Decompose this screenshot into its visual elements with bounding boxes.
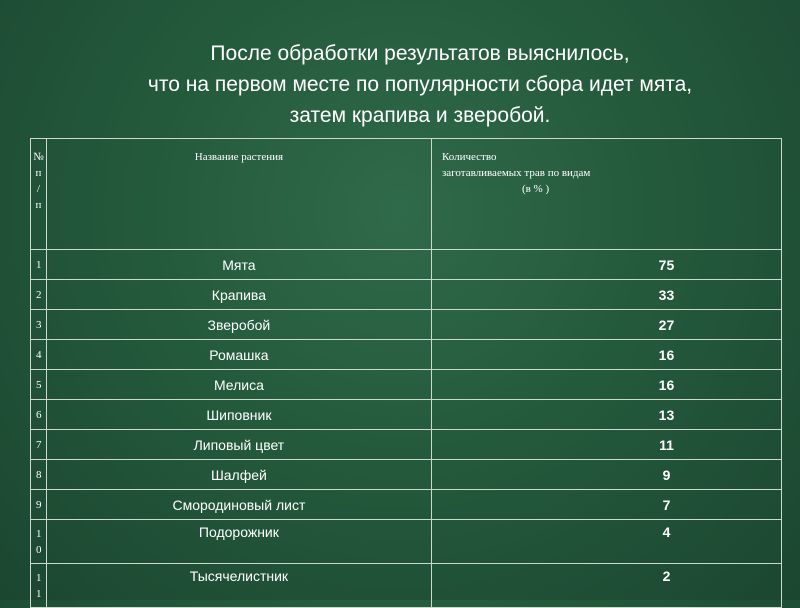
header-quantity-line: заготавливаемых трав по видам bbox=[441, 167, 591, 179]
row-number bbox=[31, 520, 47, 564]
row-number: 3 bbox=[31, 310, 47, 340]
plant-quantity: 11 bbox=[431, 430, 781, 460]
title-line-1: После обработки результатов выяснилось, bbox=[210, 42, 630, 65]
plant-quantity: 4 bbox=[431, 520, 781, 564]
row-number-digit: 1 bbox=[36, 571, 42, 584]
header-number-part: п bbox=[35, 199, 42, 211]
plant-quantity: 7 bbox=[431, 490, 781, 520]
plant-quantity: 13 bbox=[431, 400, 781, 430]
plant-name: Смородиновый лист bbox=[46, 490, 431, 520]
row-number bbox=[31, 564, 47, 608]
row-number: 9 bbox=[31, 490, 47, 520]
row-number: 6 bbox=[31, 400, 47, 430]
table-row bbox=[31, 250, 782, 280]
plant-quantity: 2 bbox=[431, 564, 781, 608]
plant-name: Зверобой bbox=[46, 310, 431, 340]
plant-name: Шалфей bbox=[46, 460, 431, 490]
header-number bbox=[31, 139, 47, 250]
header-number-part: / bbox=[36, 183, 40, 195]
plant-name: Крапива bbox=[46, 280, 431, 310]
table-row bbox=[31, 430, 782, 460]
header-quantity bbox=[431, 139, 781, 250]
title-line-2: что на первом месте по популярности сбора идет мята, bbox=[147, 73, 693, 96]
header-number-part: п bbox=[35, 167, 42, 179]
row-number: 1 bbox=[31, 250, 47, 280]
table-row bbox=[31, 460, 782, 490]
plant-name: Тысячелистник bbox=[46, 564, 431, 608]
plant-quantity: 9 bbox=[431, 460, 781, 490]
plant-name: Подорожник bbox=[46, 520, 431, 564]
plant-quantity: 27 bbox=[431, 310, 781, 340]
plant-name: Шиповник bbox=[46, 400, 431, 430]
header-plant-name: Название растения bbox=[46, 139, 431, 250]
table-row bbox=[31, 490, 782, 520]
slide-title bbox=[60, 38, 780, 131]
table-header-row bbox=[31, 139, 782, 250]
plant-quantity: 33 bbox=[431, 280, 781, 310]
row-number: 2 bbox=[31, 280, 47, 310]
table-row bbox=[31, 370, 782, 400]
plant-quantity: 16 bbox=[431, 340, 781, 370]
row-number: 4 bbox=[31, 340, 47, 370]
plant-name: Мята bbox=[46, 250, 431, 280]
header-quantity-line: Количество bbox=[441, 151, 497, 163]
plant-name: Ромашка bbox=[46, 340, 431, 370]
row-number: 7 bbox=[31, 430, 47, 460]
table-row bbox=[31, 310, 782, 340]
header-number-part: № bbox=[33, 151, 44, 163]
plant-name: Мелиса bbox=[46, 370, 431, 400]
row-number: 8 bbox=[31, 460, 47, 490]
table-row bbox=[31, 280, 782, 310]
row-number-digit: 0 bbox=[36, 543, 42, 556]
header-quantity-unit: (в % ) bbox=[521, 183, 550, 195]
table-row bbox=[31, 340, 782, 370]
row-number: 5 bbox=[31, 370, 47, 400]
herbs-table bbox=[30, 138, 782, 608]
table-row bbox=[31, 564, 782, 608]
plant-quantity: 16 bbox=[431, 370, 781, 400]
plant-name: Липовый цвет bbox=[46, 430, 431, 460]
title-line-3: затем крапива и зверобой. bbox=[289, 104, 551, 127]
row-number-digit: 1 bbox=[36, 587, 42, 600]
table-row bbox=[31, 400, 782, 430]
plant-quantity: 75 bbox=[431, 250, 781, 280]
table-row bbox=[31, 520, 782, 564]
row-number-digit: 1 bbox=[36, 527, 42, 540]
